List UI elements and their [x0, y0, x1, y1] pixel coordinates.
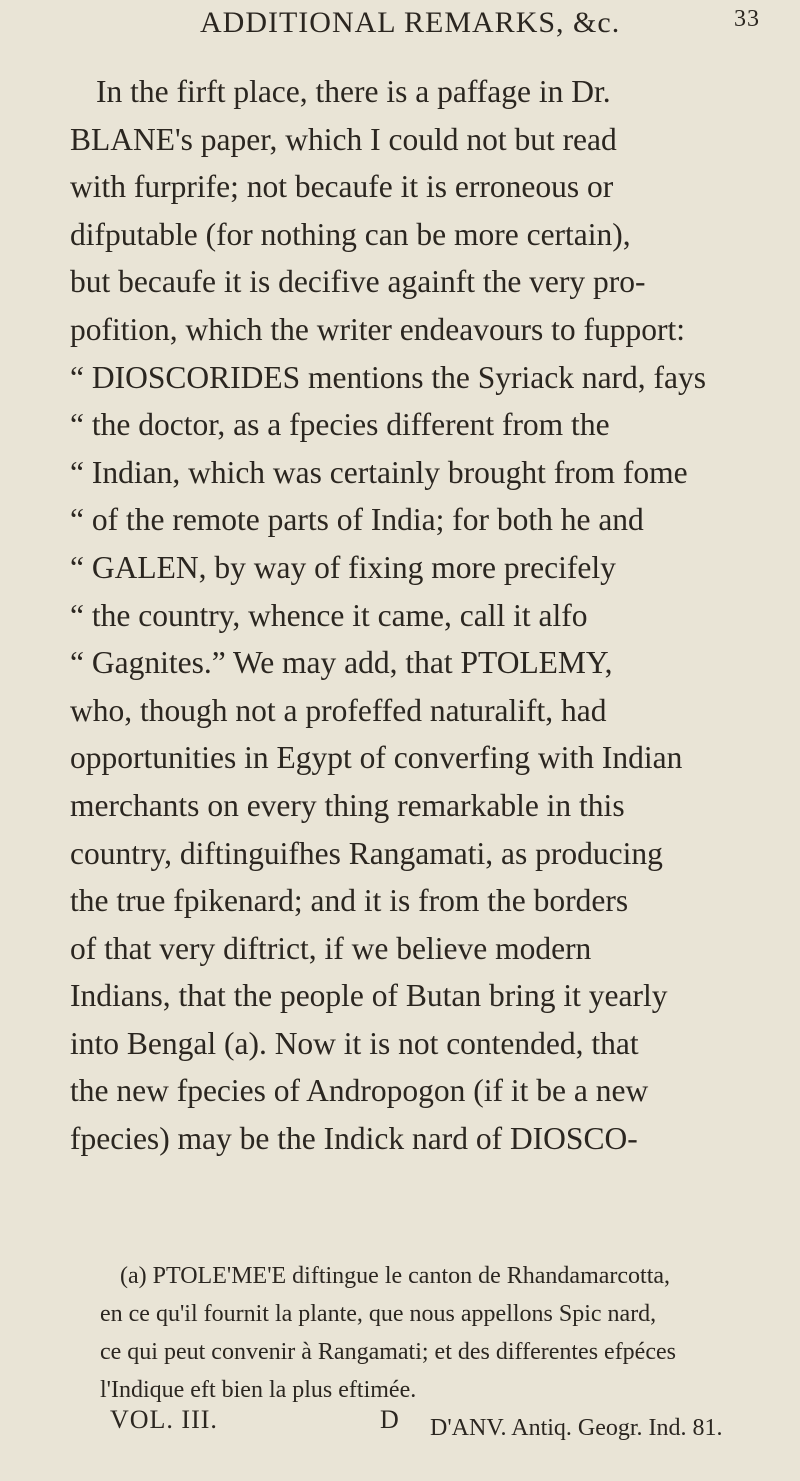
text-line: with furprife; not becaufe it is erroneous or [70, 169, 614, 205]
page-number: 33 [734, 6, 760, 32]
text-line: “ of the remote parts of India; for both he and [70, 502, 644, 538]
text-line: pofition, which the writer endeavours to fupport: [70, 311, 685, 347]
text-line: “ Gagnites.” We may add, that PTOLEMY, [70, 645, 613, 681]
text-line: merchants on every thing remarkable in this [70, 787, 625, 823]
text-line: difputable (for nothing can be more certain), [70, 216, 631, 252]
text-line: who, though not a profeffed naturalift, had [70, 692, 607, 728]
footnote-source: D'ANV. Antiq. Geogr. Ind. 81. [430, 1415, 723, 1441]
text-line: “ the country, whence it came, call it alfo [70, 597, 588, 633]
footnote-line: ce qui peut convenir à Rangamati; et des differentes efpéces [100, 1339, 676, 1365]
text-line: the true fpikenard; and it is from the borders [70, 883, 629, 919]
text-line: BLANE's paper, which I could not but read [70, 121, 617, 157]
text-line: country, diftinguifhes Rangamati, as producing [70, 835, 663, 871]
text-line: the new fpecies of Andropogon (if it be a new [70, 1073, 649, 1109]
text-line: Indians, that the people of Butan bring it yearly [70, 978, 668, 1014]
text-line: “ the doctor, as a fpecies different from the [70, 407, 610, 443]
text-line: “ DIOSCORIDES mentions the Syriack nard, fays [70, 359, 707, 395]
text-line: but becaufe it is decifive againft the very pro- [70, 264, 646, 300]
text-line: In the firft place, there is a paffage in Dr. [96, 74, 611, 109]
text-line: “ GALEN, by way of fixing more precifely [70, 549, 616, 585]
text-line: opportunities in Egypt of converfing with Indian [70, 740, 683, 776]
text-line: into Bengal (a). Now it is not contended, that [70, 1025, 639, 1061]
footnote-line: en ce qu'il fournit la plante, que nous appellons Spic nard, [100, 1301, 657, 1327]
footnote-line: l'Indique eft bien la plus eftimée. [100, 1377, 417, 1403]
volume-mark: VOL. III. [110, 1405, 218, 1434]
main-text [70, 68, 770, 1163]
signature-mark: D [380, 1405, 399, 1434]
text-line: “ Indian, which was certainly brought from fome [70, 454, 688, 490]
text-line: fpecies) may be the Indick nard of DIOSCO- [70, 1121, 638, 1157]
text-line: of that very diftrict, if we believe modern [70, 930, 592, 966]
running-title: ADDITIONAL REMARKS, &c. [200, 6, 621, 39]
footnote-line: (a) PTOLE'ME'E diftingue le canton de Rhandamarcotta, [120, 1263, 671, 1289]
